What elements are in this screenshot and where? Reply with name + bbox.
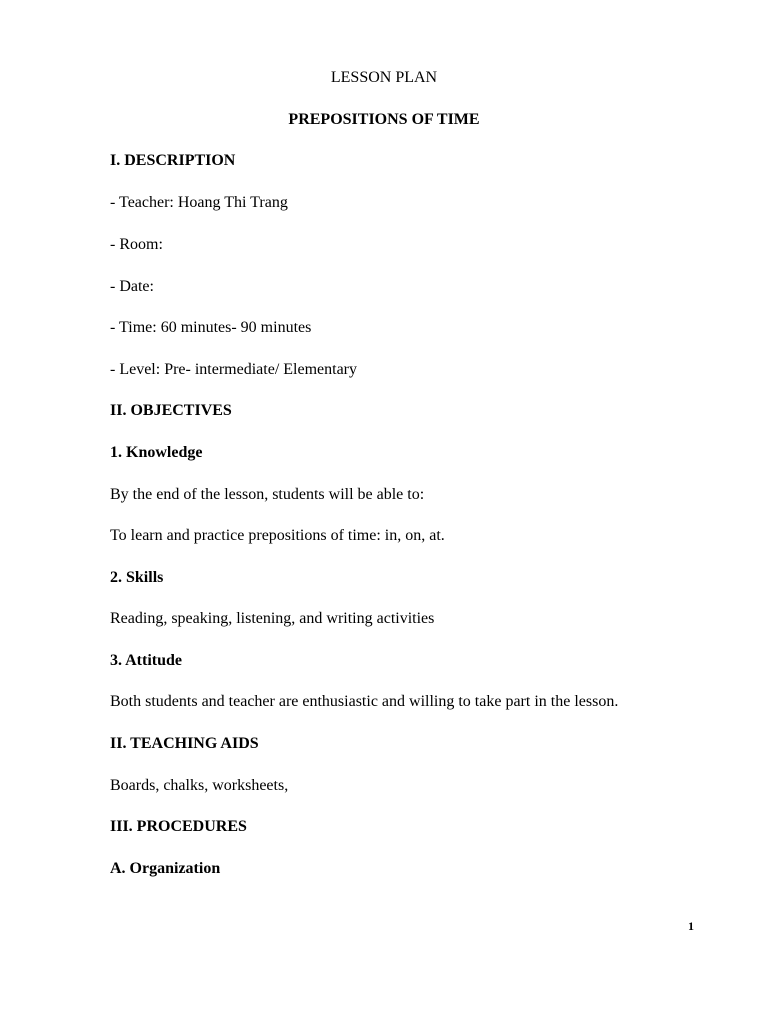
page-number: 1: [688, 919, 694, 933]
time-line: - Time: 60 minutes- 90 minutes: [110, 319, 312, 336]
document-title: LESSON PLAN: [330, 69, 438, 86]
room-line: - Room:: [110, 236, 163, 253]
knowledge-intro: By the end of the lesson, students will be able to:: [110, 486, 425, 503]
skills-detail: Reading, speaking, listening, and writing activities: [110, 610, 435, 627]
teaching-aids-heading: II. TEACHING AIDS: [110, 735, 259, 752]
date-line: - Date:: [110, 278, 154, 295]
attitude-detail: Both students and teacher are enthusiastic and willing to take part in the lesson.: [110, 693, 619, 710]
organization-heading: A. Organization: [110, 860, 221, 877]
teacher-line: - Teacher: Hoang Thi Trang: [110, 194, 288, 211]
document-subtitle: PREPOSITIONS OF TIME: [288, 111, 480, 128]
knowledge-detail: To learn and practice prepositions of time: in, on, at.: [110, 527, 445, 544]
description-heading: I. DESCRIPTION: [110, 152, 236, 169]
knowledge-heading: 1. Knowledge: [110, 444, 203, 461]
level-line: - Level: Pre- intermediate/ Elementary: [110, 361, 357, 378]
teaching-aids-detail: Boards, chalks, worksheets,: [110, 777, 289, 794]
skills-heading: 2. Skills: [110, 569, 164, 586]
procedures-heading: III. PROCEDURES: [110, 818, 247, 835]
objectives-heading: II. OBJECTIVES: [110, 402, 232, 419]
attitude-heading: 3. Attitude: [110, 652, 182, 669]
